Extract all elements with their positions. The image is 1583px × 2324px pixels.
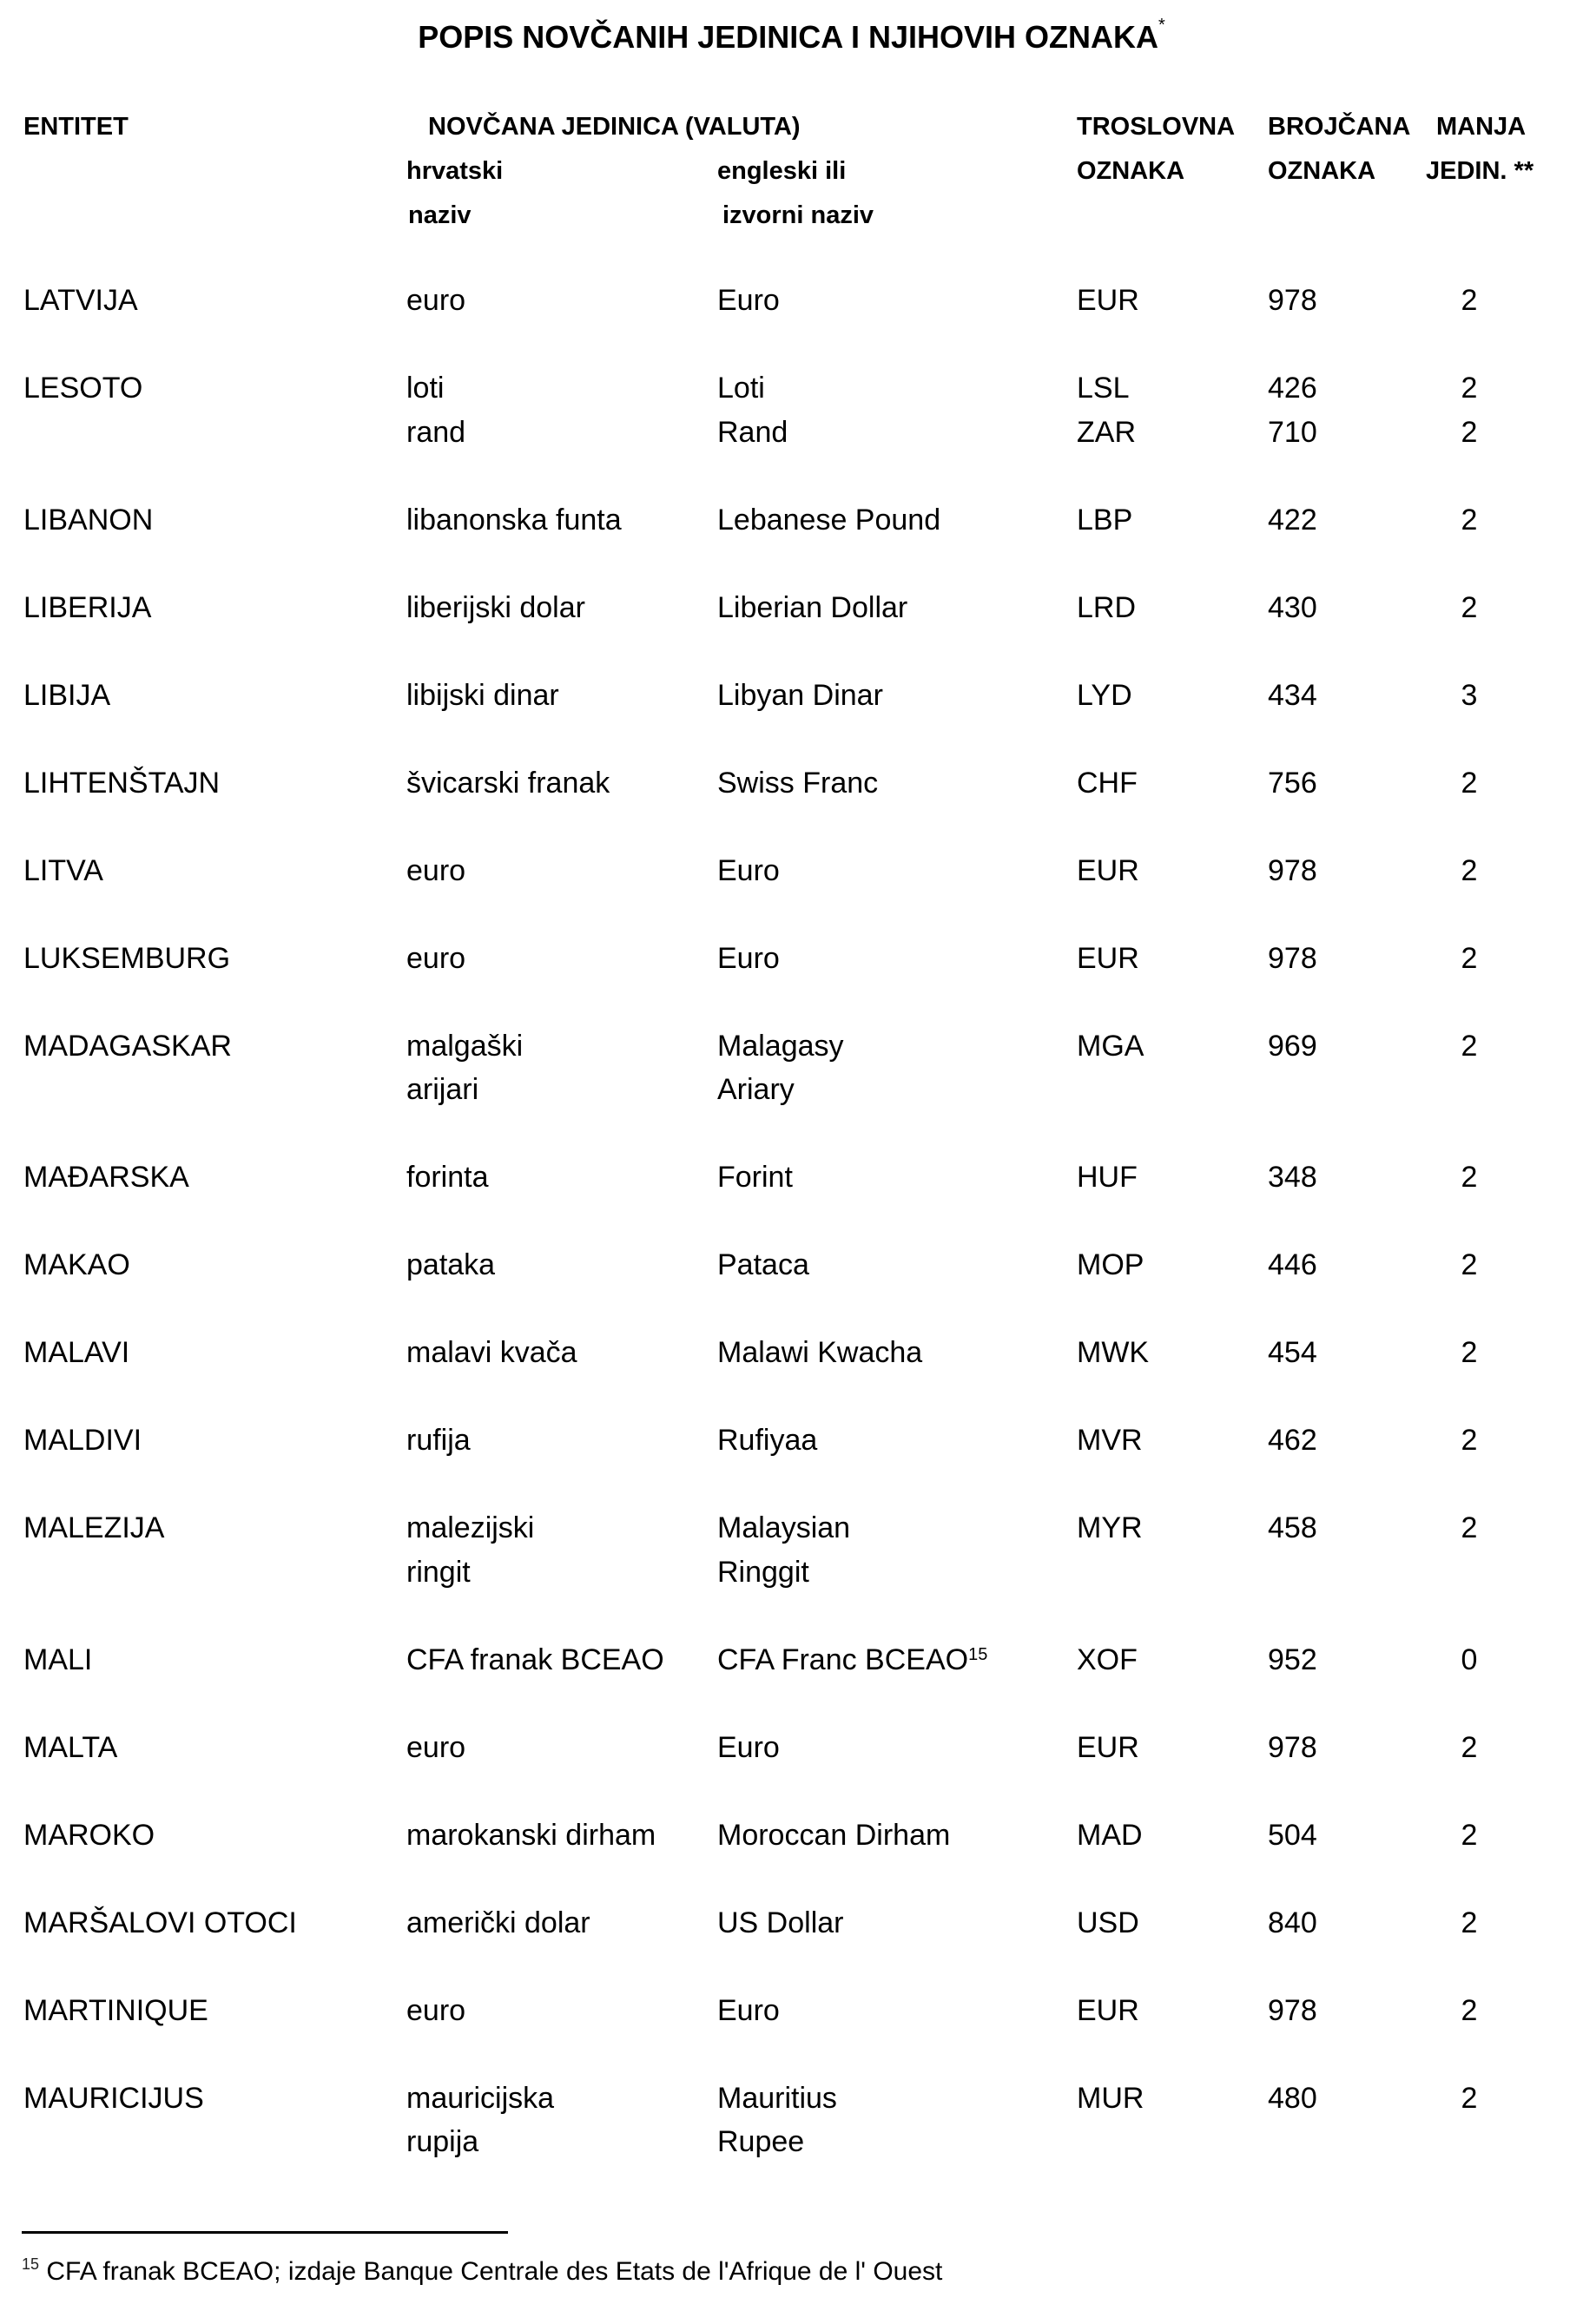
croatian-name-cell-line: malezijski bbox=[406, 1511, 535, 1544]
english-name-cell bbox=[717, 1331, 922, 1375]
croatian-name-cell-line: euro bbox=[406, 284, 466, 317]
numeric-code-cell bbox=[1268, 761, 1317, 806]
numeric-code-cell-line: 978 bbox=[1268, 284, 1317, 317]
english-name-cell bbox=[717, 1155, 793, 1200]
footnote-divider bbox=[22, 2231, 508, 2234]
numeric-code-cell bbox=[1268, 366, 1317, 454]
entity-cell-line: MAURICIJUS bbox=[23, 2081, 204, 2115]
numeric-code-cell-line: 480 bbox=[1268, 2081, 1317, 2115]
table-row bbox=[0, 1638, 1583, 1726]
english-name-cell bbox=[717, 279, 780, 323]
minor-unit-cell-line: 2 bbox=[1461, 2081, 1478, 2115]
header-manja: MANJA bbox=[1436, 113, 1527, 141]
table-row bbox=[0, 366, 1583, 498]
minor-unit-cell bbox=[1433, 761, 1506, 806]
table-row bbox=[0, 1814, 1583, 1901]
numeric-code-cell-line: 840 bbox=[1268, 1906, 1317, 1939]
minor-unit-cell bbox=[1433, 1243, 1506, 1287]
croatian-name-cell bbox=[406, 1419, 471, 1463]
alpha-code-cell-line: EUR bbox=[1077, 284, 1139, 317]
english-name-cell-line: Mauritius bbox=[717, 2081, 837, 2115]
english-name-cell bbox=[717, 586, 907, 630]
numeric-code-cell-line: 756 bbox=[1268, 766, 1317, 800]
minor-unit-cell bbox=[1433, 849, 1506, 893]
alpha-code-cell-line: ZAR bbox=[1077, 415, 1136, 449]
numeric-code-cell-line: 430 bbox=[1268, 590, 1317, 624]
entity-cell-line: MALEZIJA bbox=[23, 1511, 165, 1544]
entity-cell bbox=[23, 279, 138, 323]
table-row bbox=[0, 1243, 1583, 1331]
entity-cell bbox=[23, 1155, 189, 1200]
table-row bbox=[0, 1901, 1583, 1989]
entity-cell bbox=[23, 1506, 164, 1550]
table-row bbox=[0, 1989, 1583, 2077]
entity-cell-line: LITVA bbox=[23, 853, 103, 887]
croatian-name-cell-line: euro bbox=[406, 1730, 466, 1764]
header-manja-jedin: JEDIN. ** bbox=[1426, 157, 1534, 185]
croatian-name-cell bbox=[406, 586, 585, 630]
english-name-cell-line: Euro bbox=[717, 1730, 780, 1764]
croatian-name-cell-line: euro bbox=[406, 853, 466, 887]
alpha-code-cell-line: EUR bbox=[1077, 1730, 1139, 1764]
minor-unit-cell bbox=[1433, 1814, 1506, 1858]
croatian-name-cell-line: marokanski dirham bbox=[406, 1818, 656, 1852]
croatian-name-cell bbox=[406, 1814, 656, 1858]
numeric-code-cell-line: 434 bbox=[1268, 678, 1317, 712]
numeric-code-cell bbox=[1268, 1419, 1317, 1463]
alpha-code-cell-line: MYR bbox=[1077, 1511, 1143, 1544]
english-name-cell-line: Euro bbox=[717, 941, 780, 975]
entity-cell bbox=[23, 1331, 129, 1375]
entity-cell bbox=[23, 1419, 142, 1463]
minor-unit-cell-line: 2 bbox=[1461, 1511, 1478, 1544]
minor-unit-cell-line: 2 bbox=[1461, 1424, 1478, 1457]
alpha-code-cell-line: MOP bbox=[1077, 1248, 1144, 1281]
croatian-name-cell-line: euro bbox=[406, 1993, 466, 2027]
english-name-cell-line: Malagasy bbox=[717, 1029, 844, 1063]
english-name-cell-line: Euro bbox=[717, 1993, 780, 2027]
english-name-cell bbox=[717, 674, 883, 718]
alpha-code-cell bbox=[1077, 498, 1132, 543]
table-row bbox=[0, 498, 1583, 586]
header-entitet: ENTITET bbox=[23, 113, 129, 141]
minor-unit-cell-line: 2 bbox=[1461, 1248, 1478, 1281]
alpha-code-cell bbox=[1077, 1638, 1138, 1682]
numeric-code-cell bbox=[1268, 1243, 1317, 1287]
croatian-name-cell bbox=[406, 279, 465, 323]
table-row bbox=[0, 1726, 1583, 1814]
croatian-name-cell-line: loti bbox=[406, 372, 445, 405]
minor-unit-cell bbox=[1433, 1506, 1506, 1550]
entity-cell bbox=[23, 937, 230, 981]
english-name-cell bbox=[717, 498, 940, 543]
table-row bbox=[0, 849, 1583, 937]
croatian-name-cell-line: euro bbox=[406, 941, 466, 975]
croatian-name-cell bbox=[406, 674, 559, 718]
entity-cell-line: LIBIJA bbox=[23, 678, 111, 712]
entity-cell-line: MAKAO bbox=[23, 1248, 130, 1281]
alpha-code-cell bbox=[1077, 1024, 1144, 1069]
english-name-cell-line: CFA Franc BCEAO bbox=[717, 1643, 969, 1676]
minor-unit-cell-line: 2 bbox=[1461, 1029, 1478, 1063]
entity-cell-line: MAĐARSKA bbox=[23, 1161, 189, 1194]
numeric-code-cell-line: 978 bbox=[1268, 941, 1317, 975]
croatian-name-cell bbox=[406, 366, 465, 454]
croatian-name-cell-line: arijari bbox=[406, 1073, 479, 1106]
entity-cell-line: MADAGASKAR bbox=[23, 1029, 232, 1063]
croatian-name-cell bbox=[406, 498, 622, 543]
numeric-code-cell bbox=[1268, 1989, 1317, 2033]
table-row bbox=[0, 761, 1583, 849]
english-name-cell bbox=[717, 1989, 780, 2033]
entity-cell-line: LUKSEMBURG bbox=[23, 941, 231, 975]
numeric-code-cell bbox=[1268, 1024, 1317, 1069]
english-name-cell bbox=[717, 1419, 817, 1463]
alpha-code-cell bbox=[1077, 1726, 1139, 1770]
english-name-cell bbox=[717, 937, 780, 981]
alpha-code-cell-line: LRD bbox=[1077, 590, 1137, 624]
alpha-code-cell-line: MUR bbox=[1077, 2081, 1144, 2115]
english-name-cell bbox=[717, 849, 780, 893]
numeric-code-cell bbox=[1268, 1638, 1317, 1682]
minor-unit-cell-line: 2 bbox=[1461, 1993, 1478, 2027]
english-name-cell bbox=[717, 366, 788, 454]
entity-cell bbox=[23, 1243, 130, 1287]
numeric-code-cell bbox=[1268, 1726, 1317, 1770]
alpha-code-cell-line: HUF bbox=[1077, 1161, 1138, 1194]
header-engleski: engleski ili bbox=[717, 157, 847, 185]
croatian-name-cell bbox=[406, 1638, 664, 1682]
croatian-name-cell bbox=[406, 1331, 577, 1375]
numeric-code-cell-line: 504 bbox=[1268, 1818, 1317, 1852]
numeric-code-cell bbox=[1268, 1155, 1317, 1200]
numeric-code-cell-line: 978 bbox=[1268, 1993, 1317, 2027]
title-footnote-mark: * bbox=[1158, 16, 1165, 35]
footnote-reference: 15 bbox=[968, 1644, 988, 1664]
croatian-name-cell bbox=[406, 1901, 590, 1945]
entity-cell bbox=[23, 366, 142, 411]
header-troslovna-oznaka: OZNAKA bbox=[1077, 157, 1185, 185]
alpha-code-cell-line: XOF bbox=[1077, 1643, 1138, 1676]
table-row bbox=[0, 937, 1583, 1024]
minor-unit-cell-line: 2 bbox=[1461, 853, 1478, 887]
alpha-code-cell-line: CHF bbox=[1077, 766, 1138, 800]
alpha-code-cell-line: LBP bbox=[1077, 503, 1133, 537]
alpha-code-cell bbox=[1077, 1814, 1143, 1858]
header-valuta: NOVČANA JEDINICA (VALUTA) bbox=[428, 113, 801, 141]
header-troslovna: TROSLOVNA bbox=[1077, 113, 1236, 141]
english-name-cell bbox=[717, 1726, 780, 1770]
alpha-code-cell bbox=[1077, 2077, 1144, 2121]
currency-table bbox=[0, 279, 1583, 2208]
croatian-name-cell bbox=[406, 1726, 465, 1770]
table-row bbox=[0, 1024, 1583, 1156]
entity-cell bbox=[23, 1989, 208, 2033]
numeric-code-cell-line: 348 bbox=[1268, 1161, 1317, 1194]
alpha-code-cell bbox=[1077, 1155, 1138, 1200]
numeric-code-cell bbox=[1268, 1506, 1317, 1550]
english-name-cell-line: Forint bbox=[717, 1161, 793, 1194]
croatian-name-cell-line: forinta bbox=[406, 1161, 489, 1194]
numeric-code-cell-line: 978 bbox=[1268, 1730, 1317, 1764]
header-hrvatski-naziv: naziv bbox=[408, 201, 472, 229]
alpha-code-cell bbox=[1077, 1989, 1139, 2033]
alpha-code-cell bbox=[1077, 937, 1139, 981]
alpha-code-cell bbox=[1077, 1243, 1144, 1287]
entity-cell-line: LIHTENŠTAJN bbox=[23, 766, 221, 800]
alpha-code-cell-line: LSL bbox=[1077, 372, 1130, 405]
entity-cell bbox=[23, 2077, 204, 2121]
croatian-name-cell-line: liberijski dolar bbox=[406, 590, 585, 624]
croatian-name-cell bbox=[406, 2077, 554, 2164]
header-brojcana: BROJČANA bbox=[1268, 113, 1411, 141]
alpha-code-cell-line: LYD bbox=[1077, 678, 1132, 712]
minor-unit-cell-line: 2 bbox=[1461, 1818, 1478, 1852]
minor-unit-cell bbox=[1433, 586, 1506, 630]
alpha-code-cell bbox=[1077, 1331, 1149, 1375]
croatian-name-cell bbox=[406, 1506, 534, 1594]
english-name-cell-line: Swiss Franc bbox=[717, 766, 879, 800]
english-name-cell-line: Euro bbox=[717, 853, 780, 887]
english-name-cell-line: Moroccan Dirham bbox=[717, 1818, 951, 1852]
minor-unit-cell bbox=[1433, 1726, 1506, 1770]
table-row bbox=[0, 586, 1583, 674]
entity-cell-line: LIBANON bbox=[23, 503, 154, 537]
footnote-text: CFA franak BCEAO; izdaje Banque Centrale des Etats de l'Afrique de l' Ouest bbox=[46, 2257, 943, 2286]
croatian-name-cell bbox=[406, 1155, 489, 1200]
footnote bbox=[22, 2257, 942, 2287]
english-name-cell-line: Pataca bbox=[717, 1248, 809, 1281]
numeric-code-cell bbox=[1268, 2077, 1317, 2121]
alpha-code-cell-line: USD bbox=[1077, 1906, 1139, 1939]
numeric-code-cell bbox=[1268, 1814, 1317, 1858]
table-row bbox=[0, 1331, 1583, 1419]
english-name-cell bbox=[717, 1901, 843, 1945]
entity-cell-line: LESOTO bbox=[23, 372, 143, 405]
minor-unit-cell-line: 2 bbox=[1461, 284, 1478, 317]
entity-cell bbox=[23, 849, 103, 893]
entity-cell bbox=[23, 1726, 117, 1770]
minor-unit-cell-line: 2 bbox=[1461, 503, 1478, 537]
croatian-name-cell-line: rufija bbox=[406, 1424, 471, 1457]
alpha-code-cell-line: EUR bbox=[1077, 853, 1139, 887]
table-row bbox=[0, 674, 1583, 761]
croatian-name-cell bbox=[406, 849, 465, 893]
numeric-code-cell bbox=[1268, 1901, 1317, 1945]
entity-cell bbox=[23, 761, 220, 806]
numeric-code-cell-line: 969 bbox=[1268, 1029, 1317, 1063]
english-name-cell-line: Malawi Kwacha bbox=[717, 1336, 923, 1369]
numeric-code-cell bbox=[1268, 1331, 1317, 1375]
croatian-name-cell-line: mauricijska bbox=[406, 2081, 555, 2115]
alpha-code-cell bbox=[1077, 849, 1139, 893]
entity-cell bbox=[23, 1901, 297, 1945]
english-name-cell bbox=[717, 1506, 850, 1594]
entity-cell bbox=[23, 498, 153, 543]
minor-unit-cell-line: 2 bbox=[1461, 590, 1478, 624]
numeric-code-cell bbox=[1268, 586, 1317, 630]
alpha-code-cell bbox=[1077, 279, 1139, 323]
table-row bbox=[0, 279, 1583, 366]
english-name-cell bbox=[717, 1024, 844, 1112]
minor-unit-cell-line: 2 bbox=[1461, 1336, 1478, 1369]
table-row bbox=[0, 1419, 1583, 1506]
table-row bbox=[0, 1155, 1583, 1243]
entity-cell bbox=[23, 1814, 155, 1858]
croatian-name-cell-line: libijski dinar bbox=[406, 678, 559, 712]
minor-unit-cell-line: 2 bbox=[1461, 372, 1478, 405]
english-name-cell-line: Euro bbox=[717, 284, 780, 317]
minor-unit-cell-line: 2 bbox=[1461, 766, 1478, 800]
english-name-cell bbox=[717, 1243, 809, 1287]
croatian-name-cell-line: rand bbox=[406, 415, 466, 449]
entity-cell-line: MALI bbox=[23, 1643, 93, 1676]
alpha-code-cell-line: MGA bbox=[1077, 1029, 1144, 1063]
alpha-code-cell-line: MVR bbox=[1077, 1424, 1143, 1457]
english-name-cell-line: Lebanese Pound bbox=[717, 503, 941, 537]
numeric-code-cell bbox=[1268, 279, 1317, 323]
english-name-cell bbox=[717, 761, 878, 806]
entity-cell bbox=[23, 1024, 232, 1069]
entity-cell-line: LATVIJA bbox=[23, 284, 138, 317]
minor-unit-cell-line: 3 bbox=[1461, 678, 1478, 712]
minor-unit-cell bbox=[1433, 366, 1506, 454]
entity-cell bbox=[23, 674, 110, 718]
table-row bbox=[0, 1506, 1583, 1638]
numeric-code-cell-line: 446 bbox=[1268, 1248, 1317, 1281]
alpha-code-cell-line: MWK bbox=[1077, 1336, 1150, 1369]
entity-cell-line: MALDIVI bbox=[23, 1424, 142, 1457]
croatian-name-cell-line: pataka bbox=[406, 1248, 496, 1281]
alpha-code-cell bbox=[1077, 1901, 1139, 1945]
entity-cell bbox=[23, 1638, 92, 1682]
minor-unit-cell bbox=[1433, 1989, 1506, 2033]
alpha-code-cell bbox=[1077, 1419, 1143, 1463]
footnote-number: 15 bbox=[22, 2255, 40, 2273]
english-name-cell-line: Rand bbox=[717, 415, 788, 449]
croatian-name-cell bbox=[406, 1989, 465, 2033]
croatian-name-cell-line: američki dolar bbox=[406, 1906, 590, 1939]
entity-cell-line: MAROKO bbox=[23, 1818, 155, 1852]
entity-cell-line: LIBERIJA bbox=[23, 590, 152, 624]
minor-unit-cell bbox=[1433, 279, 1506, 323]
croatian-name-cell-line: malavi kvača bbox=[406, 1336, 577, 1369]
numeric-code-cell-line: 422 bbox=[1268, 503, 1317, 537]
header-engleski-naziv: izvorni naziv bbox=[722, 201, 874, 229]
minor-unit-cell bbox=[1433, 1638, 1506, 1682]
minor-unit-cell bbox=[1433, 1155, 1506, 1200]
english-name-cell-line: Rufiyaa bbox=[717, 1424, 818, 1457]
english-name-cell-line: US Dollar bbox=[717, 1906, 844, 1939]
croatian-name-cell bbox=[406, 937, 465, 981]
croatian-name-cell-line: švicarski franak bbox=[406, 766, 610, 800]
minor-unit-cell bbox=[1433, 1419, 1506, 1463]
minor-unit-cell bbox=[1433, 674, 1506, 718]
croatian-name-cell bbox=[406, 761, 610, 806]
english-name-cell-line: Ariary bbox=[717, 1073, 795, 1106]
english-name-cell-line: Libyan Dinar bbox=[717, 678, 883, 712]
english-name-cell-line: Malaysian bbox=[717, 1511, 851, 1544]
alpha-code-cell-line: EUR bbox=[1077, 941, 1139, 975]
numeric-code-cell bbox=[1268, 674, 1317, 718]
entity-cell-line: MARTINIQUE bbox=[23, 1993, 208, 2027]
minor-unit-cell bbox=[1433, 2077, 1506, 2121]
alpha-code-cell-line: MAD bbox=[1077, 1818, 1143, 1852]
croatian-name-cell-line: CFA franak BCEAO bbox=[406, 1643, 664, 1676]
minor-unit-cell-line: 0 bbox=[1461, 1643, 1478, 1676]
numeric-code-cell-line: 426 bbox=[1268, 372, 1317, 405]
numeric-code-cell-line: 710 bbox=[1268, 415, 1317, 449]
numeric-code-cell bbox=[1268, 849, 1317, 893]
croatian-name-cell-line: ringit bbox=[406, 1555, 471, 1589]
english-name-cell-line: Rupee bbox=[717, 2125, 805, 2158]
alpha-code-cell bbox=[1077, 674, 1132, 718]
entity-cell-line: MALTA bbox=[23, 1730, 118, 1764]
croatian-name-cell bbox=[406, 1243, 495, 1287]
english-name-cell bbox=[717, 1814, 950, 1858]
minor-unit-cell bbox=[1433, 1024, 1506, 1069]
numeric-code-cell-line: 458 bbox=[1268, 1511, 1317, 1544]
alpha-code-cell bbox=[1077, 761, 1138, 806]
entity-cell bbox=[23, 586, 151, 630]
entity-cell-line: MARŠALOVI OTOCI bbox=[23, 1906, 297, 1939]
numeric-code-cell-line: 454 bbox=[1268, 1336, 1317, 1369]
table-row bbox=[0, 2077, 1583, 2209]
english-name-cell-line: Loti bbox=[717, 372, 765, 405]
english-name-cell bbox=[717, 1638, 987, 1682]
header-hrvatski: hrvatski bbox=[406, 157, 504, 185]
numeric-code-cell-line: 462 bbox=[1268, 1424, 1317, 1457]
minor-unit-cell-line: 2 bbox=[1461, 1730, 1478, 1764]
english-name-cell bbox=[717, 2077, 837, 2164]
entity-cell-line: MALAVI bbox=[23, 1336, 130, 1369]
minor-unit-cell bbox=[1433, 1901, 1506, 1945]
minor-unit-cell-line: 2 bbox=[1461, 1161, 1478, 1194]
title-text: POPIS NOVČANIH JEDINICA I NJIHOVIH OZNAKA bbox=[418, 19, 1158, 55]
header-brojcana-oznaka: OZNAKA bbox=[1268, 157, 1376, 185]
numeric-code-cell bbox=[1268, 937, 1317, 981]
minor-unit-cell bbox=[1433, 498, 1506, 543]
english-name-cell-line: Liberian Dollar bbox=[717, 590, 908, 624]
minor-unit-cell bbox=[1433, 937, 1506, 981]
croatian-name-cell bbox=[406, 1024, 523, 1112]
alpha-code-cell bbox=[1077, 586, 1136, 630]
minor-unit-cell-line: 2 bbox=[1461, 1906, 1478, 1939]
minor-unit-cell-line: 2 bbox=[1461, 415, 1478, 449]
numeric-code-cell-line: 978 bbox=[1268, 853, 1317, 887]
minor-unit-cell bbox=[1433, 1331, 1506, 1375]
alpha-code-cell bbox=[1077, 366, 1136, 454]
croatian-name-cell-line: libanonska funta bbox=[406, 503, 622, 537]
numeric-code-cell-line: 952 bbox=[1268, 1643, 1317, 1676]
alpha-code-cell-line: EUR bbox=[1077, 1993, 1139, 2027]
minor-unit-cell-line: 2 bbox=[1461, 941, 1478, 975]
croatian-name-cell-line: rupija bbox=[406, 2125, 479, 2158]
page-title bbox=[0, 16, 1583, 56]
english-name-cell-line: Ringgit bbox=[717, 1555, 809, 1589]
alpha-code-cell bbox=[1077, 1506, 1143, 1550]
numeric-code-cell bbox=[1268, 498, 1317, 543]
croatian-name-cell-line: malgaški bbox=[406, 1029, 524, 1063]
